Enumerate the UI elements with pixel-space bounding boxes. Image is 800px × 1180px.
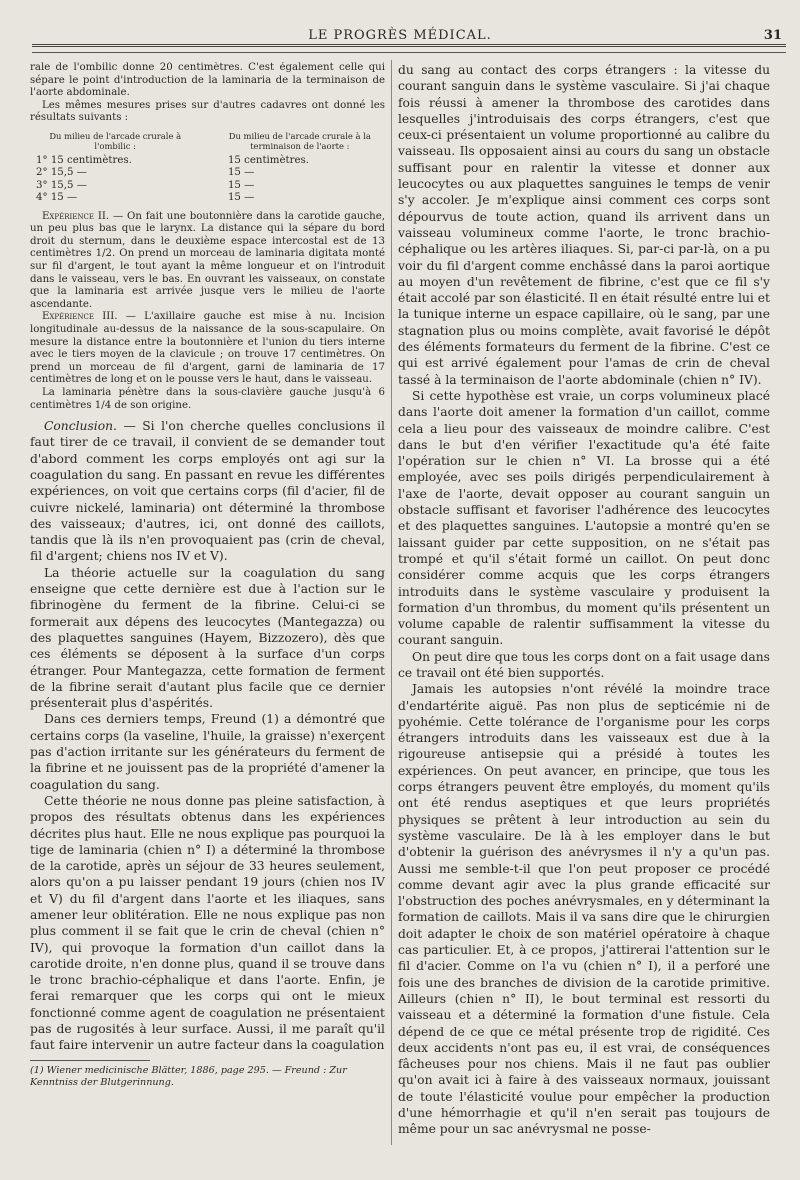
distance-right: 15 centimètres. bbox=[227, 154, 309, 166]
header-rule-double bbox=[32, 44, 786, 47]
distance-right: 15 — bbox=[227, 167, 255, 179]
distance-right: 15 — bbox=[227, 192, 255, 204]
distance-left: 1° 15 centimètres. bbox=[36, 154, 132, 166]
paragraph-vitesse: du sang au contact des corps étrangers : la vitesse du courant sanguin dans le système vasculaire. Si j'ai chaque fois réussi à amener la thrombose des carotides dans lesquelles j'introduisais des corps étrangers, c'est que ceux-ci présentaient un volume proportionné au calibre du vaisseau. Ils opposaient ainsi au cours du sang un obstacle suffisant pour en ralentir la vitesse et donner aux leucocytes ou aux plaquettes sanguines le temps de venir s'y accoler. Je m'explique ainsi comment ces corps sont dépourvus de toute action, quand ils arrivent dans un vaisseau volumineux comme l'aorte, le tronc brachio-céphalique ou les artères iliaques. Si, par-ci par-là, on a pu voir du fil d'argent comme enchâssé dans la paroi aortique au moyen d'un revêtement de fibrine, c'est que ce fil s'y était accolé par son élasticité. Il en était résulté entre lui et la tunique interne un espace capillaire, où le sang, par une stagnation plus ou moins complète, avait favorisé le dépôt des éléments formateurs du ferment de la fibrine. C'est ce qui est arrivé également pour l'amas de crin de cheval tassé à la terminaison de l'aorte abdominale (chien n° IV). bbox=[398, 63, 770, 387]
conclusion-label: Conclusion. bbox=[44, 419, 117, 434]
running-head-title: LE PROGRÈS MÉDICAL. bbox=[308, 28, 492, 43]
distance-header-left: Du milieu de l'arcade crurale à l'ombilic : bbox=[49, 130, 182, 151]
page-number: 31 bbox=[763, 28, 782, 43]
left-column bbox=[30, 62, 385, 1152]
paragraph-freund: Dans ces derniers temps, Freund (1) a démontré que certains corps (la vaseline, l'huile, la graisse) n'exerçent pas d'action irritante sur les générateurs du ferment de la fibrine et ne jouissent pas de la propriété d'amener la coagulation du sang. bbox=[30, 712, 385, 792]
paragraph-laminaria: La laminaria pénètre dans la sous-clavière gauche jusqu'à 6 centimètres 1/4 de son origine. bbox=[30, 386, 385, 411]
paragraph-cette-theorie: Cette théorie ne nous donne pas pleine satisfaction, à propos des résultats obtenus dans les expériences décrites plus haut. Elle ne nous explique pas pourquoi la tige de laminaria (chien n° I) a déterminé la thrombose de la carotide, après un séjour de 33 heures seulement, alors qu'on a pu laisser pendant 19 jours (chien nos IV et V) du fil d'argent dans l'aorte et les iliaques, sans amener leur oblitération. Elle ne nous explique pas non plus comment il se fait que le crin de cheval (chien n° IV), qui provoque la formation d'un caillot dans la carotide droite, n'en donne plus, quand il se trouve dans le tronc brachio-céphalique et dans l'aorte. Enfin, je ferai remarquer que les corps qui ont le mieux fonctionné comme agent de coagulation ne présentaient pas de rugosités à leur surface. Aussi, il me paraît qu'il faut faire intervenir un autre facteur dans la coagulation bbox=[30, 793, 385, 1053]
experiment-3-text: — L'axillaire gauche est mise à nu. Incision longitudinale au-dessus de la naissance de la sous-scapulaire. On mesure la distance entre la boutonnière et l'union du tiers interne avec le tiers moyen de la clavicule ; on trouve 17 centimètres. On prend un morceau de fil d'argent, garni de laminaria de 17 centimètres de long et on le pousse vers le haut, dans le vaisseau. bbox=[30, 311, 385, 386]
distance-left: 2° 15,5 — bbox=[36, 167, 87, 179]
column-divider bbox=[391, 60, 392, 1145]
footnote: (1) Wiener medicinische Blätter, 1886, page 295. — Freund : Zur Kenntniss der Blutgerinnung. bbox=[30, 1064, 347, 1088]
paragraph-continued: rale de l'ombilic donne 20 centimètres. C'est également celle qui sépare le point d'introduction de la laminaria de la terminaison de l'aorte abdominale. bbox=[30, 62, 385, 99]
distance-table bbox=[30, 155, 385, 205]
experiment-2-label: Expérience II. bbox=[42, 210, 110, 222]
conclusion-text: — Si l'on cherche quelles conclusions il faut tirer de ce travail, il convient de se demander tout d'abord comment les corps employés ont agi sur la coagulation du sang. En passant en revue les différentes expériences, on voit que certains corps (fil d'acier, fil de cuivre nickelé, laminaria) ont déterminé la thrombose des vaisseaux; d'autres, ici, ont donné des caillots, tandis que là ils n'en provoquaient pas (crin de cheval, fil d'argent; chiens nos IV et V). bbox=[30, 419, 385, 564]
distance-row bbox=[30, 180, 385, 192]
paragraph-theorie: La théorie actuelle sur la coagulation du sang enseigne que cette dernière est due à l'action sur le fibrinogène du ferment de la fibrine. Celui-ci se formerait aux dépens des leucocytes (Mantegazza) ou des plaquettes sanguines (Hayem, Bizzozero), dès que ces éléments se déposent à la surface d'un corps étranger. Pour Mantegazza, cette formation de ferment de la fibrine serait d'autant plus facile que ce dernier présenterait plus d'aspérités. bbox=[30, 565, 385, 711]
distance-row bbox=[30, 192, 385, 204]
distance-row bbox=[30, 167, 385, 179]
paragraph-experiment-3 bbox=[30, 311, 385, 387]
distance-right: 15 — bbox=[227, 179, 255, 191]
experiment-2-text: — On fait une boutonnière dans la carotide gauche, un peu plus bas que le larynx. La distance qui la sépare du bord droit du sternum, dans le deuxième espace intercostal est de 13 centimètres 1/2. On prend un morceau de laminaria digitata monté sur fil d'argent, le tout ayant la même longueur et on l'introduit dans le vaisseau, vers le bas. En ouvrant les vaisseaux, on constate que la laminaria est arrivée jusque vers le milieu de l'aorte ascendante. bbox=[30, 210, 385, 310]
right-column bbox=[398, 62, 770, 1162]
distance-left: 3° 15,5 — bbox=[36, 179, 87, 191]
header-rule-thin bbox=[32, 52, 786, 53]
paragraph-conclusion bbox=[30, 418, 385, 565]
paragraph-hypothese: Si cette hypothèse est vraie, un corps volumineux placé dans l'aorte doit amener la formation d'un caillot, comme cela a lieu pour des vaisseaux de moindre calibre. C'est dans le but d'en vérifier l'exactitude qu'a été faite l'opération sur le chien n° VI. La brosse qui a été employée, avec ses poils dirigés perpendiculairement à l'axe de l'aorte, devait opposer au courant sanguin un obstacle suffisant et favoriser l'adhérence des leucocytes et des plaquettes sanguines. L'autopsie a montré qu'en se laissant guider par cette supposition, on ne s'était pas trompé et qu'il s'était formé un caillot. On peut donc considérer comme acquis que les corps étrangers introduits dans le système vasculaire y produisent la formation d'un thrombus, du moment qu'ils présentent un volume capable de ralentir suffisamment la vitesse du courant sanguin. bbox=[398, 388, 770, 648]
paragraph-measures: Les mêmes mesures prises sur d'autres cadavres ont donné les résultats suivants : bbox=[30, 99, 385, 124]
paragraph-autopsies: Jamais les autopsies n'ont révélé la moindre trace d'endartérite aiguë. Pas non plus de septicémie ni de pyohémie. Cette tolérance de l'organisme pour les corps étrangers introduits dans les vaisseaux est due à la rigoureuse antisepsie qui a présidé à toutes les expériences. On peut avancer, en principe, que tous les corps étrangers peuvent être employés, du moment qu'ils ont été rendus aseptiques et que leurs propriétés physiques se prêtent à leur introduction au sein du système vasculaire. De là à les employer dans le but d'obtenir la guérison des anévrysmes il n'y a qu'un pas. Aussi me semble-t-il que l'on peut proposer ce procédé comme devant agir avec la plus grande efficacité sur l'obstruction des poches anévrysmales, en y déterminant la formation de caillots. Mais il va sans dire que le chirurgien doit adapter le choix de son matériel opératoire à chaque cas particulier. Et, à ce propos, j'attirerai l'attention sur le fil d'acier. Comme on l'a vu (chien n° I), il a perforé une fois une des branches de division de la carotide primitive. Ailleurs (chien n° II), le bout terminal est ressorti du vaisseau et a déterminé la formation d'une fistule. Cela dépend de ce que ce métal présente trop de rigidité. Ces deux accidents n'ont pas eu, il est vrai, de conséquences fâcheuses pour nos chiens. Mais il ne faut pas oublier qu'on avait ici à faire à des vaisseaux normaux, jouissant de toute l'élasticité voulue pour empêcher la production d'une hémorrhagie et qu'il n'en serait pas toujours de même pour un sac anévrysmal ne posse- bbox=[398, 682, 770, 1137]
distance-row bbox=[30, 155, 385, 167]
distance-table-header bbox=[30, 131, 385, 151]
experiment-3-label: Expérience III. bbox=[42, 311, 118, 323]
paragraph-experiment-2 bbox=[30, 211, 385, 312]
distance-left: 4° 15 — bbox=[36, 192, 78, 204]
paragraph-supportes: On peut dire que tous les corps dont on a fait usage dans ce travail ont été bien supportés. bbox=[398, 649, 770, 680]
distance-header-right: Du milieu de l'arcade crurale à la terminaison de l'aorte : bbox=[228, 130, 371, 151]
footnote-rule bbox=[30, 1060, 150, 1061]
